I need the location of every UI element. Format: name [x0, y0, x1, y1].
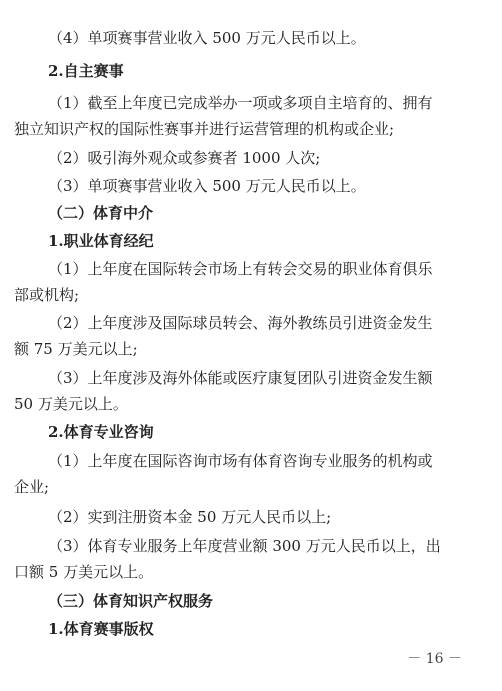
line-sub-item-2: （2）吸引海外观众或参赛者 1000 人次;: [48, 149, 321, 167]
line-sub-item-1-cont: 独立知识产权的国际性赛事并进行运营管理的机构或企业;: [14, 120, 395, 138]
line-sub-item-1-cont: 部或机构;: [14, 286, 80, 304]
section-heading-sports-ip-services: （三）体育知识产权服务: [48, 592, 214, 610]
line-sub-item-1: （1）上年度在国际转会市场上有转会交易的职业体育俱乐: [48, 260, 433, 278]
line-sub-item-3-cont: 50 万美元以上。: [14, 395, 128, 413]
line-sub-item-1-cont: 企业;: [14, 478, 50, 496]
line-sub-item-3: （3）上年度涉及海外体能或医疗康复团队引进资金发生额: [48, 369, 433, 387]
line-sub-item-3-cont: 口额 5 万美元以上。: [14, 563, 154, 581]
page-number: － 16 －: [407, 651, 462, 667]
line-sub-item-3: （3）体育专业服务上年度营业额 300 万元人民币以上，出: [48, 537, 441, 555]
line-sub-item-2-cont: 额 75 万美元以上;: [14, 340, 138, 358]
heading-sports-consulting: 2.体育专业咨询: [48, 423, 154, 441]
line-sub-item-1: （1）上年度在国际咨询市场有体育咨询专业服务的机构或: [48, 452, 433, 470]
section-heading-sports-agency: （二）体育中介: [48, 204, 154, 222]
line-sub-item-3: （3）单项赛事营业收入 500 万元人民币以上。: [48, 177, 366, 195]
heading-pro-sports-brokerage: 1.职业体育经纪: [48, 232, 154, 250]
line-sub-item-1: （1）截至上年度已完成举办一项或多项自主培育的、拥有: [48, 94, 433, 112]
heading-sports-event-copyright: 1.体育赛事版权: [48, 620, 154, 638]
line-sub-item-2: （2）上年度涉及国际球员转会、海外教练员引进资金发生: [48, 314, 433, 332]
line-sub-item-2: （2）实到注册资本金 50 万元人民币以上;: [48, 508, 332, 526]
heading-independent-events: 2.自主赛事: [48, 62, 124, 80]
line-sub-item-4: （4）单项赛事营业收入 500 万元人民币以上。: [48, 29, 366, 47]
